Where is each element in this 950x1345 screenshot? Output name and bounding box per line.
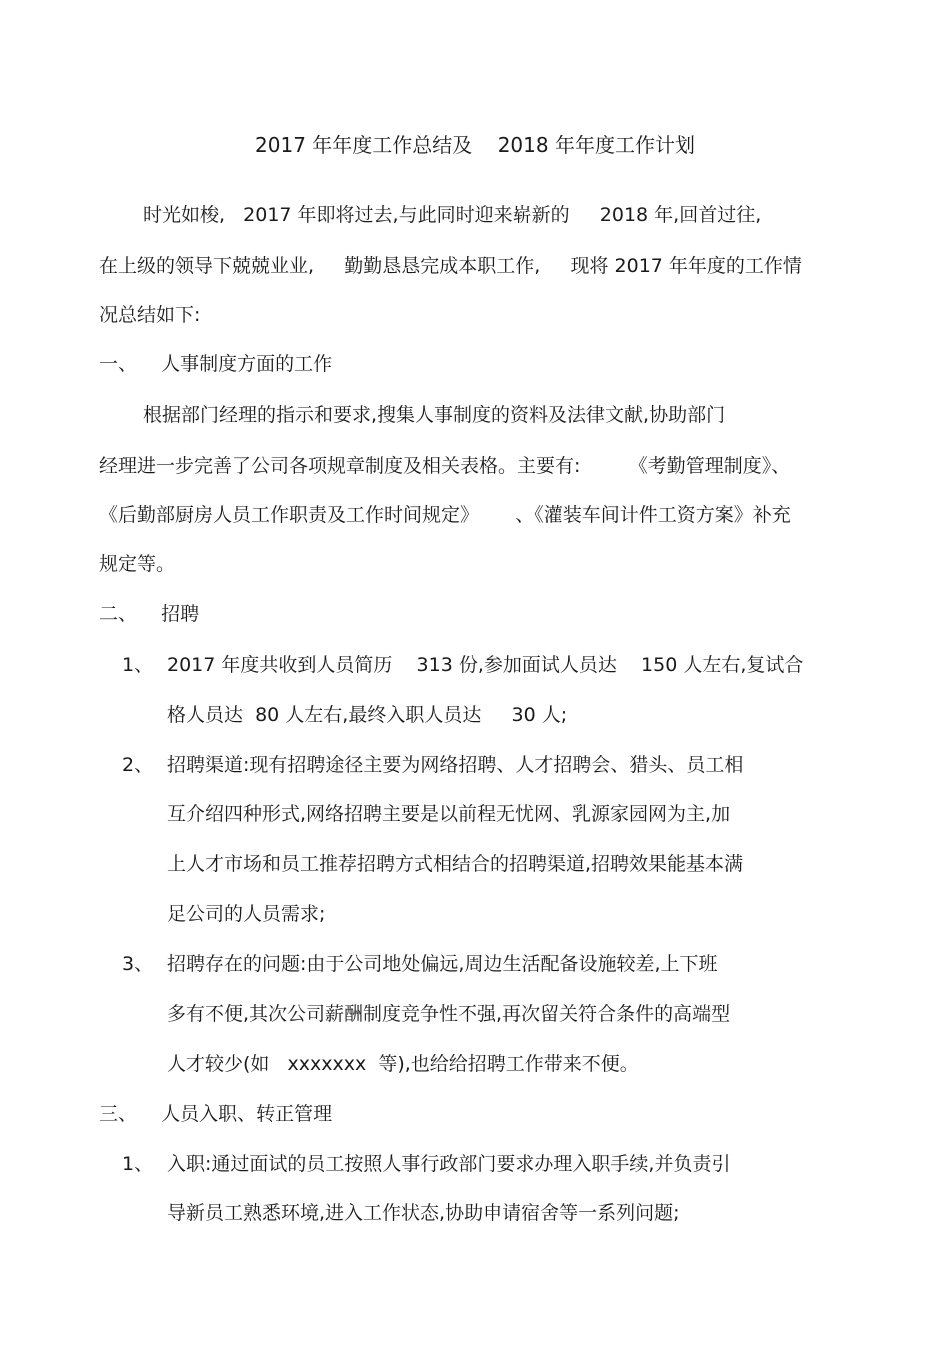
intro-line-2: 在上级的领导下兢兢业业, 勤勤恳恳完成本职工作, 现将 2017 年年度的工作情	[99, 255, 802, 277]
section2-item2-line-1: 招聘渠道:现有招聘途径主要为网络招聘、人才招聘会、猎头、员工相	[167, 754, 744, 776]
section2-item3-line-3: 人才较少(如 xxxxxxx 等),也给给招聘工作带来不便。	[167, 1053, 639, 1075]
section1-line-3: 《后勤部厨房人员工作职责及工作时间规定》 、《灌装车间计件工资方案》补充	[99, 504, 791, 526]
section2-item1-number: 1、	[122, 654, 154, 676]
section3-item1-line-1: 入职:通过面试的员工按照人事行政部门要求办理入职手续,并负责引	[167, 1153, 731, 1175]
section2-item1-line-1: 2017 年度共收到人员简历 313 份,参加面试人员达 150 人左右,复试合	[167, 654, 804, 676]
intro-line-3: 况总结如下:	[99, 304, 201, 326]
section3-item1-line-2: 导新员工熟悉环境,进入工作状态,协助申请宿舍等一系列问题;	[167, 1202, 680, 1224]
section2-heading: 二、 招聘	[99, 603, 200, 625]
document-title: 2017 年年度工作总结及 2018 年年度工作计划	[255, 133, 695, 157]
section2-item3-line-2: 多有不便,其次公司薪酬制度竞争性不强,再次留关符合条件的高端型	[167, 1003, 731, 1025]
section1-heading: 一、 人事制度方面的工作	[99, 353, 333, 375]
intro-line-1: 时光如梭, 2017 年即将过去,与此同时迎来崭新的 2018 年,回首过往,	[143, 204, 762, 226]
section2-item2-line-4: 足公司的人员需求;	[167, 903, 326, 925]
section3-heading: 三、 人员入职、转正管理	[99, 1103, 333, 1125]
section2-item2-line-2: 互介绍四种形式,网络招聘主要是以前程无忧网、乳源家园网为主,加	[167, 803, 731, 825]
section2-item2-number: 2、	[122, 754, 154, 776]
section3-item1-number: 1、	[122, 1153, 154, 1175]
section2-item3-number: 3、	[122, 953, 154, 975]
section1-line-1: 根据部门经理的指示和要求,搜集人事制度的资料及法律文献,协助部门	[143, 404, 726, 426]
section2-item1-line-2: 格人员达 80 人左右,最终入职人员达 30 人;	[167, 704, 568, 726]
section2-item2-line-3: 上人才市场和员工推荐招聘方式相结合的招聘渠道,招聘效果能基本满	[167, 853, 744, 875]
section1-line-2: 经理进一步完善了公司各项规章制度及相关表格。主要有: 《考勤管理制度》、	[99, 455, 791, 477]
section1-line-4: 规定等。	[99, 553, 176, 575]
section2-item3-line-1: 招聘存在的问题:由于公司地处偏远,周边生活配备设施较差,上下班	[167, 953, 718, 975]
